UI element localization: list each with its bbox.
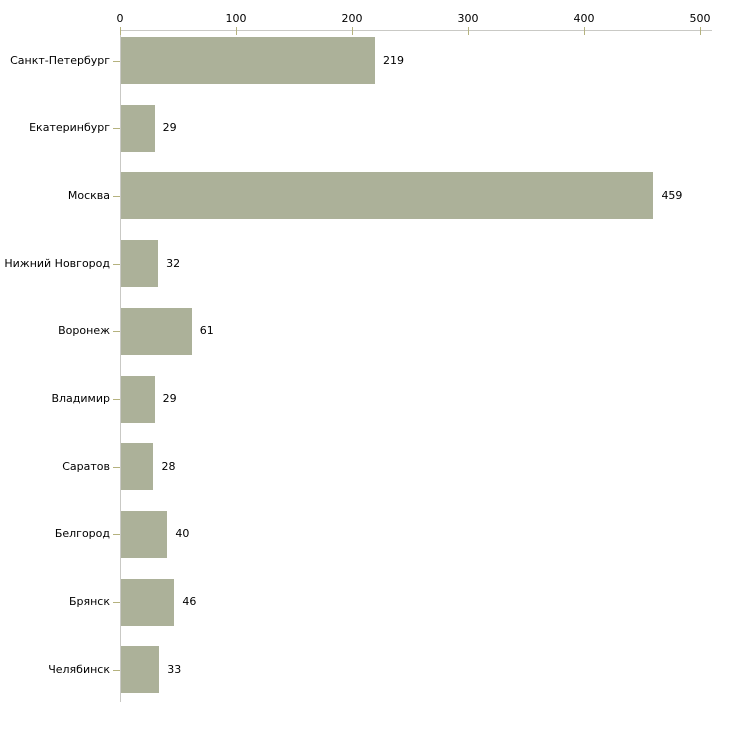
y-tick-mark xyxy=(113,399,120,400)
x-axis-line xyxy=(120,30,712,31)
bar xyxy=(121,511,167,558)
y-tick-mark xyxy=(113,670,120,671)
value-label: 219 xyxy=(383,53,405,67)
category-label: Владимир xyxy=(51,392,110,405)
x-tick-label: 200 xyxy=(341,12,363,25)
x-tick-mark xyxy=(236,27,237,35)
category-label: Челябинск xyxy=(48,662,110,676)
value-label: 32 xyxy=(166,256,181,270)
value-label: 61 xyxy=(199,324,214,338)
y-tick-mark xyxy=(113,467,120,468)
x-tick-label: 100 xyxy=(225,12,247,25)
bar xyxy=(121,579,174,626)
y-tick-mark xyxy=(113,264,120,265)
category-label: Брянск xyxy=(68,595,110,609)
bar xyxy=(121,172,653,219)
y-tick-mark xyxy=(113,331,120,332)
value-label: 40 xyxy=(175,527,190,541)
value-label: 33 xyxy=(167,662,182,676)
y-tick-mark xyxy=(113,602,120,603)
category-label: Саратов xyxy=(62,459,110,473)
category-label: Нижний Новгород xyxy=(4,256,110,270)
y-tick-mark xyxy=(113,534,120,535)
y-tick-mark xyxy=(113,196,120,197)
value-label: 29 xyxy=(162,392,177,405)
x-tick-mark xyxy=(120,27,121,35)
x-tick-label: 300 xyxy=(457,12,479,25)
bar xyxy=(121,105,155,152)
x-tick-mark xyxy=(584,27,585,35)
x-tick-mark xyxy=(468,27,469,35)
bar xyxy=(121,37,375,84)
category-label: Белгород xyxy=(54,527,110,541)
x-tick-mark xyxy=(352,27,353,35)
y-tick-mark xyxy=(113,128,120,129)
value-label: 29 xyxy=(162,121,177,135)
value-label: 28 xyxy=(161,459,176,473)
x-tick-label: 0 xyxy=(116,12,124,25)
bar xyxy=(121,443,153,490)
value-label: 46 xyxy=(182,595,197,609)
category-label: Воронеж xyxy=(58,324,110,338)
x-tick-mark xyxy=(700,27,701,35)
bar xyxy=(121,376,155,423)
bar xyxy=(121,240,158,287)
y-tick-mark xyxy=(113,61,120,62)
x-tick-label: 500 xyxy=(689,12,711,25)
x-tick-label: 400 xyxy=(573,12,595,25)
category-label: Москва xyxy=(67,188,110,202)
bar xyxy=(121,308,192,355)
value-label: 459 xyxy=(661,188,683,202)
category-label: Санкт-Петербург xyxy=(10,53,110,67)
category-label: Екатеринбург xyxy=(29,121,110,135)
bar xyxy=(121,646,159,693)
